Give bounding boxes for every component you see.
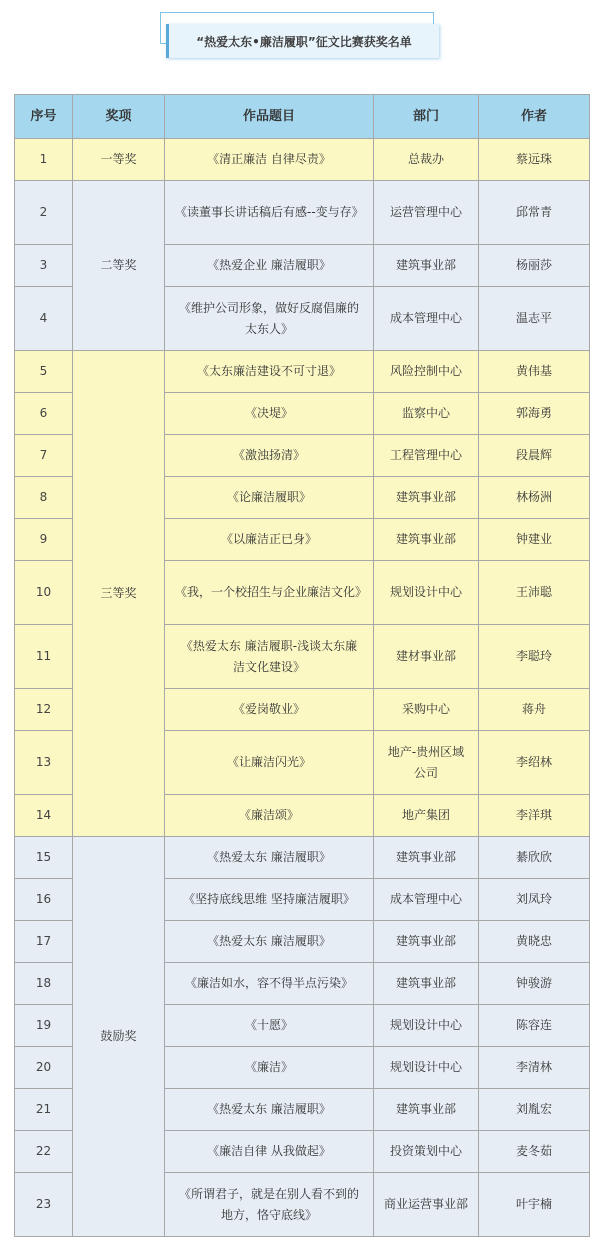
row-dept: 地产集团: [374, 795, 479, 837]
row-author: 黄晓忠: [479, 921, 590, 963]
row-work: 《廉洁如水，容不得半点污染》: [165, 963, 374, 1005]
award-table: [14, 94, 590, 1237]
row-no: 7: [15, 435, 73, 477]
row-no: 11: [15, 625, 73, 689]
row-author: 綦欣欣: [479, 837, 590, 879]
row-work: 《所谓君子，就是在别人看不到的地方，恪守底线》: [165, 1173, 374, 1237]
row-author: 温志平: [479, 287, 590, 351]
row-no: 17: [15, 921, 73, 963]
row-no: 8: [15, 477, 73, 519]
award-first: 一等奖: [73, 139, 165, 181]
row-work: 《爱岗敬业》: [165, 689, 374, 731]
award-encourage: 鼓励奖: [73, 837, 165, 1237]
table-row: [15, 351, 590, 393]
row-work: 《热爱太东 廉洁履职》: [165, 837, 374, 879]
row-no: 21: [15, 1089, 73, 1131]
row-author: 麦冬茹: [479, 1131, 590, 1173]
row-author: 陈容连: [479, 1005, 590, 1047]
row-no: 19: [15, 1005, 73, 1047]
row-no: 10: [15, 561, 73, 625]
row-no: 3: [15, 245, 73, 287]
header-author: 作者: [479, 95, 590, 139]
row-author: 钟骏游: [479, 963, 590, 1005]
row-dept: 投资策划中心: [374, 1131, 479, 1173]
row-no: 20: [15, 1047, 73, 1089]
row-work: 《以廉洁正已身》: [165, 519, 374, 561]
page-title: “热爱太东•廉洁履职”征文比赛获奖名单: [196, 34, 412, 49]
row-work: 《热爱太东 廉洁履职》: [165, 1089, 374, 1131]
row-dept: 建筑事业部: [374, 921, 479, 963]
row-no: 15: [15, 837, 73, 879]
row-no: 9: [15, 519, 73, 561]
row-work: 《激浊扬清》: [165, 435, 374, 477]
table-row: [15, 139, 590, 181]
row-work: 《决堤》: [165, 393, 374, 435]
table-row: [15, 181, 590, 245]
row-dept: 监察中心: [374, 393, 479, 435]
row-work: 《坚持底线思维 坚持廉洁履职》: [165, 879, 374, 921]
row-author: 王沛聪: [479, 561, 590, 625]
row-no: 14: [15, 795, 73, 837]
row-no: 4: [15, 287, 73, 351]
row-no: 23: [15, 1173, 73, 1237]
row-author: 钟建业: [479, 519, 590, 561]
title-box: [166, 24, 439, 58]
row-work: 《太东廉洁建设不可寸退》: [165, 351, 374, 393]
header-dept: 部门: [374, 95, 479, 139]
row-author: 郭海勇: [479, 393, 590, 435]
row-work: 《读董事长讲话稿后有感--变与存》: [165, 181, 374, 245]
row-author: 蒋舟: [479, 689, 590, 731]
row-no: 2: [15, 181, 73, 245]
title-banner: [160, 12, 436, 60]
row-dept: 规划设计中心: [374, 1005, 479, 1047]
row-author: 杨丽莎: [479, 245, 590, 287]
row-no: 16: [15, 879, 73, 921]
row-dept: 规划设计中心: [374, 561, 479, 625]
row-work: 《热爱企业 廉洁履职》: [165, 245, 374, 287]
row-no: 18: [15, 963, 73, 1005]
row-author: 李清林: [479, 1047, 590, 1089]
row-author: 刘凤玲: [479, 879, 590, 921]
row-dept: 运营管理中心: [374, 181, 479, 245]
row-no: 13: [15, 731, 73, 795]
row-dept: 建筑事业部: [374, 245, 479, 287]
row-work: 《十愿》: [165, 1005, 374, 1047]
row-work: 《热爱太东 廉洁履职-浅谈太东廉洁文化建设》: [165, 625, 374, 689]
row-no: 1: [15, 139, 73, 181]
row-author: 邱常青: [479, 181, 590, 245]
row-author: 段晨辉: [479, 435, 590, 477]
row-dept: 规划设计中心: [374, 1047, 479, 1089]
row-author: 蔡远珠: [479, 139, 590, 181]
row-dept: 成本管理中心: [374, 287, 479, 351]
row-author: 李聪玲: [479, 625, 590, 689]
row-author: 刘胤宏: [479, 1089, 590, 1131]
row-no: 6: [15, 393, 73, 435]
row-dept: 建筑事业部: [374, 963, 479, 1005]
row-dept: 工程管理中心: [374, 435, 479, 477]
award-third: 三等奖: [73, 351, 165, 837]
row-dept: 商业运营事业部: [374, 1173, 479, 1237]
row-work: 《廉洁自律 从我做起》: [165, 1131, 374, 1173]
row-author: 李洋琪: [479, 795, 590, 837]
row-author: 叶宇楠: [479, 1173, 590, 1237]
table-header-row: [15, 95, 590, 139]
header-work: 作品题目: [165, 95, 374, 139]
row-author: 林杨洲: [479, 477, 590, 519]
row-work: 《热爱太东 廉洁履职》: [165, 921, 374, 963]
row-work: 《维护公司形象，做好反腐倡廉的太东人》: [165, 287, 374, 351]
row-dept: 成本管理中心: [374, 879, 479, 921]
award-second: 二等奖: [73, 181, 165, 351]
table-row: [15, 837, 590, 879]
row-dept: 总裁办: [374, 139, 479, 181]
row-author: 黄伟基: [479, 351, 590, 393]
row-work: 《廉洁》: [165, 1047, 374, 1089]
row-dept: 采购中心: [374, 689, 479, 731]
row-work: 《清正廉洁 自律尽责》: [165, 139, 374, 181]
row-dept: 建筑事业部: [374, 477, 479, 519]
row-no: 22: [15, 1131, 73, 1173]
row-work: 《论廉洁履职》: [165, 477, 374, 519]
row-no: 5: [15, 351, 73, 393]
header-no: 序号: [15, 95, 73, 139]
row-work: 《我，一个校招生与企业廉洁文化》: [165, 561, 374, 625]
row-work: 《廉洁颂》: [165, 795, 374, 837]
row-no: 12: [15, 689, 73, 731]
row-author: 李绍林: [479, 731, 590, 795]
row-work: 《让廉洁闪光》: [165, 731, 374, 795]
row-dept: 建筑事业部: [374, 837, 479, 879]
header-award: 奖项: [73, 95, 165, 139]
row-dept: 风险控制中心: [374, 351, 479, 393]
row-dept: 地产-贵州区域公司: [374, 731, 479, 795]
row-dept: 建筑事业部: [374, 1089, 479, 1131]
row-dept: 建筑事业部: [374, 519, 479, 561]
row-dept: 建材事业部: [374, 625, 479, 689]
